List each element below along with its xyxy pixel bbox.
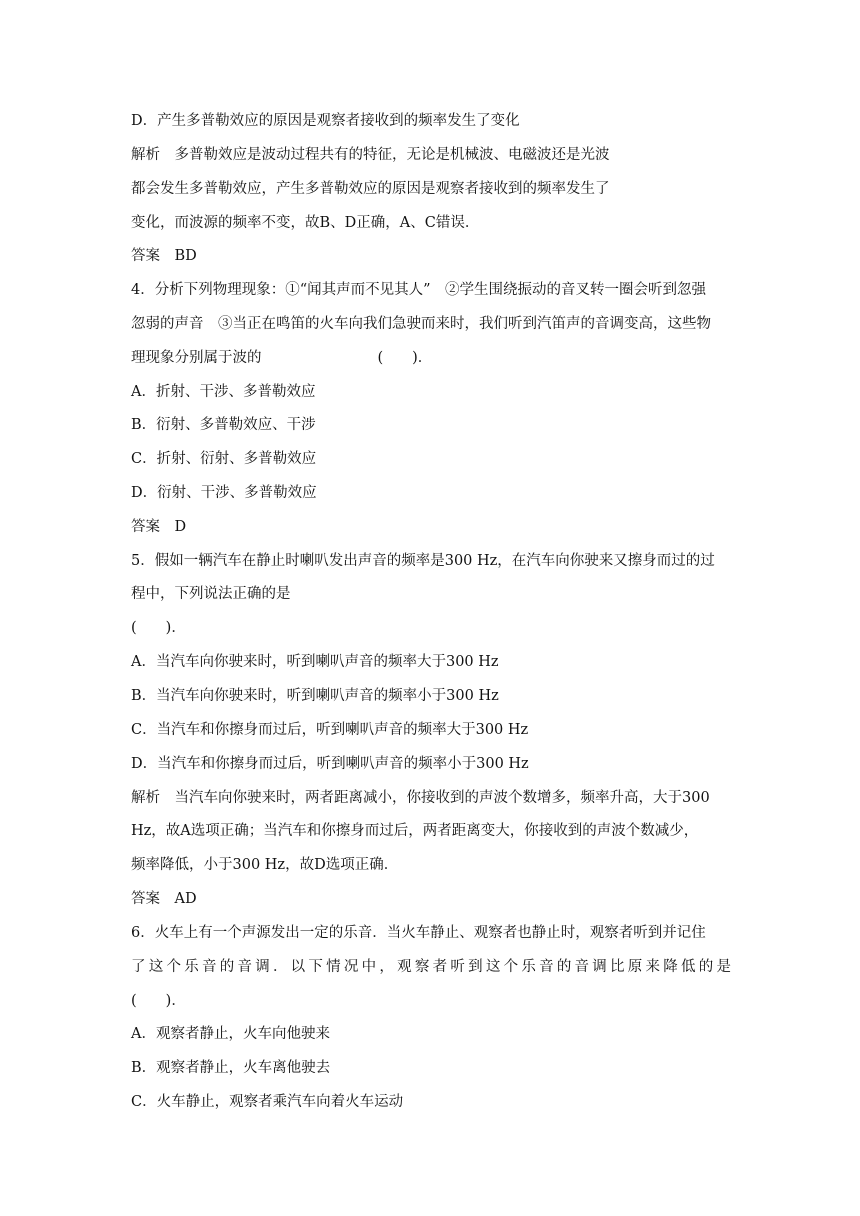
option-a-q5: A．当汽车向你驶来时，听到喇叭声音的频率大于300 Hz xyxy=(131,654,499,670)
option-d-q4: D．衍射、干涉、多普勒效应 xyxy=(131,485,317,501)
analysis-q3-line-1: 解析 多普勒效应是波动过程共有的特征，无论是机械波、电磁波还是光波 xyxy=(131,147,610,163)
option-a-q4: A．折射、干涉、多普勒效应 xyxy=(131,384,316,400)
option-a-q6: A．观察者静止，火车向他驶来 xyxy=(131,1026,330,1042)
answer-q4: 答案 D xyxy=(131,519,187,535)
question-6-line-3: ( )． xyxy=(131,993,186,1009)
option-c-q4: C．折射、衍射、多普勒效应 xyxy=(131,451,317,467)
question-6-line-1: 6．火车上有一个声源发出一定的乐音．当火车静止、观察者也静止时，观察者听到并记住 xyxy=(131,925,706,941)
question-6-line-2: 了这个乐音的音调．以下情况中，观察者听到这个乐音的音调比原来降低的是 xyxy=(131,959,731,975)
option-b-q5: B．当汽车向你驶来时，听到喇叭声音的频率小于300 Hz xyxy=(131,688,499,704)
answer-q5: 答案 AD xyxy=(131,891,197,907)
option-d-q5: D．当汽车和你擦身而过后，听到喇叭声音的频率小于300 Hz xyxy=(131,756,529,772)
question-4-line-2: 忽弱的声音 ③当正在鸣笛的火车向我们急驶而来时，我们听到汽笛声的音调变高，这些物 xyxy=(131,316,711,332)
question-5-line-1: 5．假如一辆汽车在静止时喇叭发出声音的频率是300 Hz，在汽车向你驶来又擦身而过的过 xyxy=(131,553,715,569)
option-b-q6: B．观察者静止，火车离他驶去 xyxy=(131,1060,331,1076)
analysis-q3-line-3: 变化，而波源的频率不变，故B、D正确，A、C错误． xyxy=(131,215,480,231)
analysis-q5-line-3: 频率降低，小于300 Hz，故D选项正确． xyxy=(131,857,399,873)
option-c-q6: C．火车静止，观察者乘汽车向着火车运动 xyxy=(131,1094,404,1110)
question-4-line-1: 4．分析下列物理现象：①“闻其声而不见其人” ②学生围绕振动的音叉转一圈会听到忽强 xyxy=(131,282,707,298)
analysis-q3-line-2: 都会发生多普勒效应，产生多普勒效应的原因是观察者接收到的频率发生了 xyxy=(131,181,610,197)
question-4-line-3: 理现象分别属于波的 ( )． xyxy=(131,350,433,366)
option-b-q4: B．衍射、多普勒效应、干涉 xyxy=(131,417,316,433)
question-5-line-2: 程中，下列说法正确的是 xyxy=(131,586,291,602)
analysis-q5-line-1: 解析 当汽车向你驶来时，两者距离减小，你接收到的声波个数增多，频率升高，大于300 xyxy=(131,790,710,806)
analysis-q5-line-2: Hz，故A选项正确；当汽车和你擦身而过后，两者距离变大，你接收到的声波个数减少， xyxy=(131,823,699,839)
option-c-q5: C．当汽车和你擦身而过后，听到喇叭声音的频率大于300 Hz xyxy=(131,722,529,738)
option-d-q3: D．产生多普勒效应的原因是观察者接收到的频率发生了变化 xyxy=(131,113,520,129)
answer-q3: 答案 BD xyxy=(131,248,197,264)
question-5-line-3: ( )． xyxy=(131,620,186,636)
